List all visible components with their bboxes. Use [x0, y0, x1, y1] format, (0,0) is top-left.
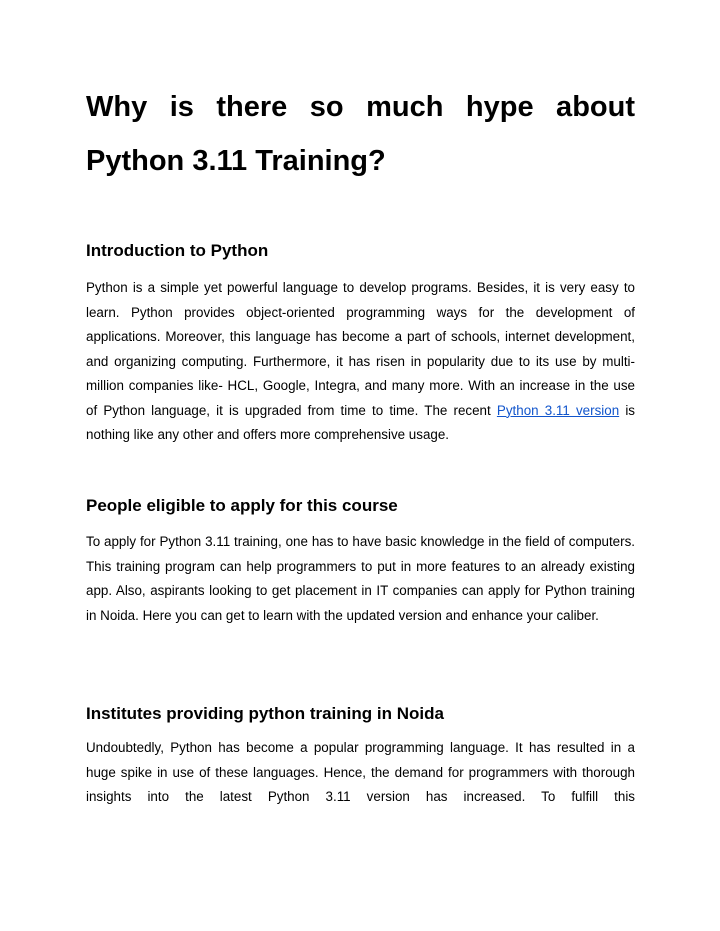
document-title-line-1: Why is there so much hype about — [86, 91, 635, 123]
document-title-line-2: Python 3.11 Training? — [86, 145, 386, 177]
section-paragraph-institutes: Undoubtedly, Python has become a popular programming language. It has resulted in a huge spike in use of these languages. Hence, the demand for programmers with thorough insights into the latest Python 3.11 version has increased. To fulfill this — [86, 740, 635, 804]
section-paragraph-eligibility: To apply for Python 3.11 training, one has to have basic knowledge in the field of computers. This training program can help programmers to put in more features to an already existing app. Also, aspirants looking to get placement in IT companies can apply for Python training in Noida. Here you can get to learn with the updated version and enhance your caliber. — [86, 534, 635, 623]
section-paragraph-introduction — [86, 276, 635, 448]
section-heading-introduction: Introduction to Python — [86, 241, 269, 260]
paragraph-text: is nothing like any other and offers more comprehensive usage. — [86, 402, 635, 442]
python-version-link[interactable]: Python 3.11 version — [496, 402, 620, 418]
paragraph-text: Python is a simple yet powerful language to develop programs. Besides, it is very easy to learn. Python provides object-oriented programming ways for the development of applications. Moreover, this language has become a part of schools, internet development, and organizing computing. Furthermore, it has risen in popularity due to its use by multi-million companies like- HCL, Google, Integra, and many more. With an increase in the use of Python language, it is upgraded from time to time. The recent — [86, 280, 635, 418]
section-heading-eligibility: People eligible to apply for this course — [86, 496, 398, 515]
section-heading-institutes: Institutes providing python training in Noida — [86, 704, 444, 723]
document-title — [86, 80, 635, 188]
